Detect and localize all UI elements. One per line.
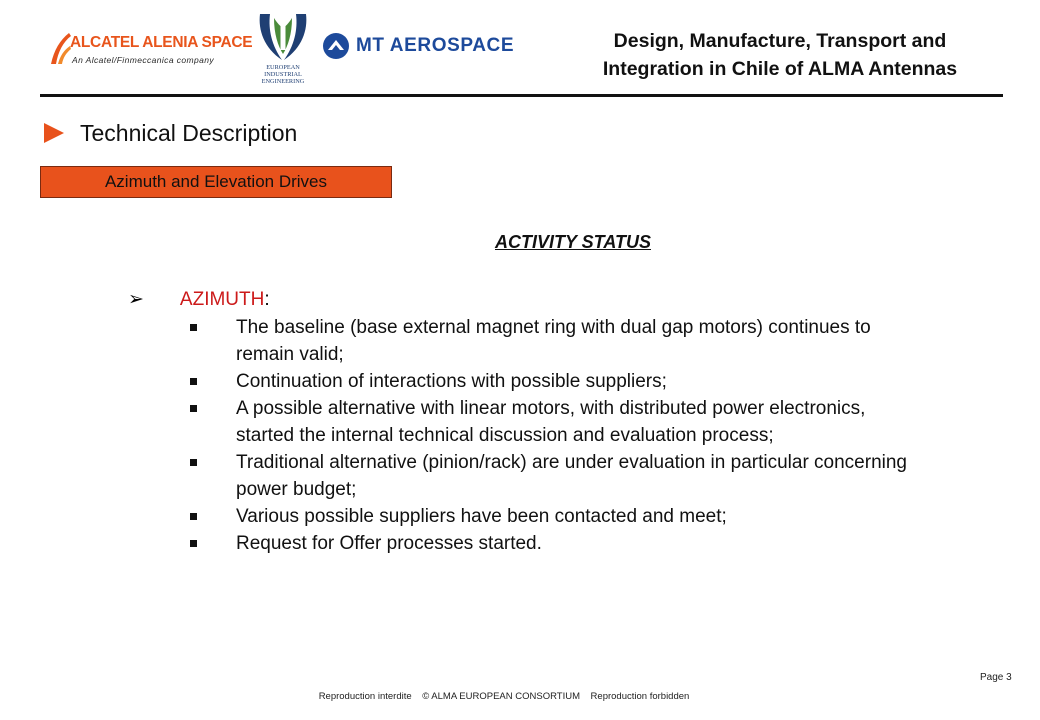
topic-tab [40,166,392,198]
triangle-bullet-icon [44,123,64,143]
mt-aerospace-emblem-icon [322,32,350,60]
page-number: Page 3 [980,672,1012,683]
footer-copyright: Reproduction interdite © ALMA EUROPEAN CONSORTIUM Reproduction forbidden [318,691,690,702]
title-line-1: Design, Manufacture, Transport and [613,30,947,52]
eie-emblem-icon [252,8,314,64]
european-industrial-engineering-logo [252,8,314,98]
alcatel-logo-tagline: An Alcatel/Finmeccanica company [72,55,215,65]
list-item: Continuation of interactions with possible suppliers; [184,368,924,395]
presentation-title [540,27,1020,83]
mt-aerospace-logo [322,31,532,61]
azimuth-bullet-list [184,314,924,557]
list-item: Various possible suppliers have been contacted and meet; [184,503,924,530]
list-item: Request for Offer processes started. [184,530,924,557]
azimuth-heading [128,288,270,311]
activity-status-heading: ACTIVITY STATUS [494,232,651,252]
list-item: A possible alternative with linear motors, with distributed power electronics, started the internal technical discussion and evaluation process; [184,395,924,449]
mt-aerospace-logo-name: MT AEROSPACE [356,35,515,56]
list-item: The baseline (base external magnet ring with dual gap motors) continues to remain valid; [184,314,924,368]
alcatel-logo-name: ALCATEL ALENIA SPACE [70,34,253,51]
alcatel-alenia-space-logo [48,28,253,72]
section-heading-text: Technical Description [80,119,298,146]
azimuth-colon: : [264,288,270,310]
title-line-2: Integration in Chile of ALMA Antennas [602,58,958,80]
topic-tab-label: Azimuth and Elevation Drives [104,172,328,191]
eie-logo-text: EUROPEAN INDUSTRIAL ENGINEERING [261,64,305,86]
header-divider [40,94,1003,97]
alcatel-swoosh-icon [48,30,72,66]
azimuth-label: AZIMUTH [179,288,265,310]
list-item: Traditional alternative (pinion/rack) are under evaluation in particular concerning power budget; [184,449,924,503]
arrow-bullet-icon: ➢ [128,289,144,310]
section-heading [44,118,297,148]
